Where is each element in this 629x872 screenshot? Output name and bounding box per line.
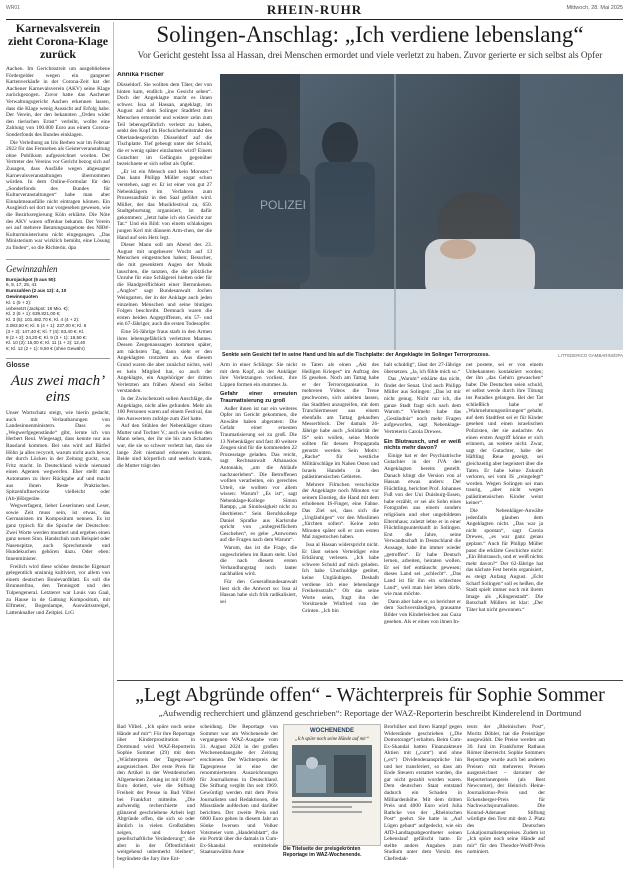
sidebar-paragraph: Aachen. Im Gerichtsstreit um ausgebliebene Fördergelder wegen ein gangener Kartenverkäufe in der Corona-Zeit hat der Aachener Karnevalsverein (AKV) seine Klage zurückgezogen. Zuvor hatte das Aachener Verwaltungsgericht Aachen erkennen lassen, dass die Klage wenig Aussicht auf Erfolg habe. Der Verein, der den bekannten „Orden wider den tierischen Ernst“ verleiht, wollte eine Zahlung von 100.000 Euro aus einem Corona-Sonderfonds des Bundes einklagen. [6, 66, 110, 138]
story-paragraph: Düsseldorf. Sie wollten dem Täter, der von hinten kam, endlich „ins Gesicht sehen“. Doch der Angeklagte macht es ihnen schwer. Issa al Hassan, angeklagt, im August auf dem Solinger Stadtfest drei Menschen ermordet und weitere zehn zum Teil lebensgefährlich verletzt zu haben, senkt den Kopf im Hochsicherheitstrakt des Oberlandesgerichts Düsseldorf auf die Tischplatte. Tief gebeugt unter der Schuld, die er wenig später einräumen wird? Einem Gutachter im Gefängnis gegenüber bezeichnete er sich selbst als Opfer. [117, 82, 212, 168]
story-paragraph: „Er ist ein Mensch und kein Monster.“ Das kann Philipp Müller sogar schon verstehen, sagt er. Er ist einer von gut 27 Nebenklägern im Verfahren zum Prozessauftakt in den Saal geführt wird. Müller, der das Musikfestival zu, 650. Stadtgeburtstag organisiert, ist dafür gekommen: „Jetzt habe ich ein Gesicht zur Tat.“ Und ein Bild: von einem schlaksigen jungen Kerl mit dünnem Arm-chen, der die Hand auf sein Herz legt. [117, 168, 212, 241]
lotto-line: Kl. 2 (5 + 1): 639.821,00 €; [6, 311, 61, 317]
photo-caption: Senkte sein Gesicht tief in seine Hand und bis auf die Tischplatte: der Angeklagte im Solinger Terrorprozess. [222, 352, 490, 358]
lotto-line: Kl. 10 (3): 15,00 €; Kl. 11 (1 + 2): 12,40 [6, 340, 86, 346]
section-title: RHEIN-RUHR [266, 2, 363, 17]
story-paragraph: Arm in einer Schlinge: Sie nickt mit dem Kopf, als der Ankläger ihre Verletzungen vorliest, ihre Lippen formen ein stummes Ja. [220, 362, 297, 388]
main-col-3 [302, 362, 379, 675]
second-paragraph: scheidung. Die Reportage von Sommer war am Wochenende der vergangenen WAZ-Ausgabe vom 31. August 2024 in der großen Wochenendausgabe der Zeitung erschienen. Der Wächterpreis der Tagespresse ist eine der renommiertesten Auszeichnungen für Journalismus in Deutschland. Die Stiftung vergibt ihn seit 1969. Gewürdigt werden mit dem Preis Journalisten und Redaktionen, die Missstände aufdecken und darüber berichten. Der zweite Preis und 6000 Euro gehen in diesem Jahr an Sönke Iwersen und Volker Votsmeier vom „Handelsblatt“, die ein Porträt über die damals in Cum-Ex-Skandal ermittelnde Staatsanwältin Anne [200, 724, 278, 856]
second-subhead: „Aufwendig recherchiert und glänzend geschrieben“: Reportage der WAZ-Reporterin beschreibt Kinderelend in Dortmund [158, 708, 582, 718]
courtroom-photo-graphic [220, 74, 623, 350]
lotto-line: unbesetzt (Jackpot: 18 Mio. €); [6, 305, 69, 311]
masthead-rule [6, 19, 623, 20]
glosse-label: Glosse [6, 361, 30, 369]
lotto-line: 3.083,50 €; Kl. 5 (4 + 1): 237,00 €; Kl. 6 [6, 323, 87, 328]
glosse-paragraph: Unser Wortschatz steigt, wie hierin gedacht, auch mit Verlautbarungen von Landesinnenministern. Dass es „Wegwerfgegenstände“ gibt, lernte ich von Herbert Reul. Wiegesagt, dass kennte nur aus Rassland kommen. Bei uns wird auf Bärfed Höhn ja alles recycelt, warum nicht auch bevor, der durch Lücken in der Zeitung guckt, was Fritz macht. In Deutschland würde niemand einen Agenten wegwerfen. Eher stellt man Automaten zu ihrer Rückgabe auf und macht aus ihnen Reste Praktisches. Spitzenluftnerwicke vielleicht oder (Ab-)Hörgeräte. [6, 409, 110, 502]
second-paragraph: Brorhilker und ihren Kampf gegen Widerstände geschrieben („Die Domotorage“) erhalten. Beim Cum-Ex-Skandal hatten Finanzakteure Aktien mit („cum“) und ohne („ex“) Dividendenansprüche hin und her transferiert, so dass am Ende Steuern erstattet wurden, die gar nicht gezahlt worden waren. Dem deutschen Staat entstand dadurch ein Schaden in Milliardenhöhe. Mit dem dritten Preis und 4000 Euro wird Julia Rathcke von der „Rheinischen Post“ geehrt. Sie hatte in „Auf Lügen gebaut“ aufgedeckt, wie ein AfD-Landtagsabgeordneter seinen Lebenslauf gefälscht hatte. Er stellte anders Angaben zum Studium unter dem Vorsitz des Chefredak- [384, 724, 462, 862]
clipping-header: WOCHENENDE [309, 728, 354, 734]
lotto-line: 8 (2 + 2): 24,20 €; Kl. 9 (3 + 1): 18,50 €; [6, 334, 87, 340]
story-paragraph: te Taten als einen „Akt des Heiligen Krieges“ im Auftrag des IS gesehen. Noch am Tattag habe er der Terrororganisation in mehreren Videos die Treue geschworen, sich anleiten lassen, das Stadtfest anzugreifen, mit dem Tranchiermesser aus einem ebenfalls am Tattag gekauften Messerblock. Der damals 26-Jährige habe auch „Solidarität der IS“ sein wollen, seine Morde sollten für dessen Propaganda genutzt werden. Sein Motiv: „Rache“ für westliche Militärschläge im Nahen Osten und Israels Handeln in den palästinensischen Gebieten. [302, 362, 379, 481]
sidebar-divider [113, 22, 114, 868]
story-subheading: Ein Blutrausch, und er weiß nichts mehr davon? [384, 438, 461, 452]
lotto-line: Eurozahlen (2 aus 12): 4, 10 [6, 288, 67, 294]
second-col-2 [200, 724, 278, 868]
story-paragraph: Das „Warum“ erklärte das nicht, findet der Senat. Und auch Philipp Müller aus Solingen: „Das ist mir nicht genug. Nicht nur ich, die ganze Stadt fragt sich nach dem Warum.“ Vielmehr habe das „Geständnis“ noch mehr Fragen aufgeworfen, sagt Nebenklage-Vertreterin Carola Drewes. [384, 376, 461, 435]
byline: Annika Fischer [117, 72, 164, 78]
reportage-clipping [283, 724, 381, 846]
lotto-line: (3 + 2): 147,40 €; Kl. 7 (4): 83,40 €; Kl. [6, 328, 85, 334]
sidebar-rule [6, 358, 110, 359]
clipping-caption: Die Titelseite der preisgekrönten Reportage im WAZ-Wochenende. [283, 846, 362, 858]
lotto-title: Gewinnzahlen [6, 263, 58, 274]
page-label: WR01 [6, 5, 20, 11]
story-paragraph: In der Zwischenzeit sollen Anschläge, die Angeklagte, nicht alles gefunden. Mehr als 100 Personen waren auf einem Festival, das den Auswertern zufolge zum Ziel hatte. [117, 395, 212, 422]
story-paragraph: halt schuldig“, lässt der 27-Jährige übersetzen. „Ja, ich fühle mich so.“ [384, 362, 461, 375]
story-paragraph: Dieser Mann soll am Abend des 23. August mit ungeheurer Wucht auf 13 Menschen eingestochen haben; Besucher, die mit gesenktem Augen der Musik lauschten, die tanzten, die die plötzliche Unruhe für eine Schlägerei hielten oder für die Handgreiflichkeit einer Betrunkenen. „Anglos“ sagt Bundesanwalt Jochen Weingarten, der in der Anklage auch jeden einzelnen Menschen und seine blutigen Folgen beschreibt. Demnach waren die ersten beiden Angegriffenen, ein 57- und ein 67-Jähriger, auch die ersten Todesopfer. [117, 242, 212, 328]
sidebar [6, 22, 110, 868]
lotto-line: Gewinnquoten [6, 294, 38, 300]
second-headline: „Legt Abgründe offen“ - Wächterpreis für Sophie Sommer [135, 684, 605, 706]
story-paragraph: Auf den Stühlen der Nebenkläger sitzen Mutter und Tochter V.; auch sie wollen den Mann sehen, der ihr sie bis zum Schatten war, die sie so schwer verletzt hat, dass sie lange Zeit niemand erkennen konnten. Beide sind körperlich und seelisch krank, die Mutter trägt den [117, 423, 212, 469]
story-paragraph: Für den Generalbundesanwalt liest sich die Antwort so: Issa al Hassan habe sich früh radikalisiert, sei [220, 579, 297, 605]
main-col-1b [117, 82, 212, 670]
issue-date: Mittwoch, 28. Mai 2025 [566, 5, 623, 11]
main-headline: Solingen-Anschlag: „Ich verdiene lebenslang“ [156, 22, 584, 47]
story-paragraph: Die Nebenkläger-Anwälte jedenfalls glauben dem Angeklagten nicht. „Das war ja nicht spontan“, sagt Carola Drewes, „es war ganz genau geplant.“ Auch für Philipp Müller passt die erklärte Geschichte nicht: „Ein Blutrausch, und er weiß nichts mehr davon?“ Der 62-Jährige hat das nächste Fest bereits organisiert, es steigt Anfang August. „Echt Scharf Solingen“ soll es heißen, die Stadt spielt immer noch mit ihrem Image als „Klingenstadt“. Die Botschaft Müllers ist klar: „Der Täter hat nicht gewonnen.“ [466, 508, 543, 613]
story-paragraph: Außer ihnen ist nur ein weiteres Opfer im Gericht gekommen, die Anwälte haben abgeraten: Die Gefahr einer erneuten Traumatisierung sei zu groß. Die 13 Nebenkläger und fast 40 weitere Zeugen sind für die kommenden 22 Prozesstage geladen. Das reicht, sagt Rechtsanwalt Athanasios Antonakis, „um die Abläufe nachzuerleben“. Die Betroffenen wollten verarbeiten, ein gerechtes Urteil, sie wollten vor allem wissen: Warum? „Es ist“, sagt Nebenklage-Kollege Simon Rampp, „an Sinnlosigkeit nicht zu überbieten.“ Sein Berufskollege Daniel Sprafke aus Karlsruhe spricht von „unbegreiflichem Geschehen“, es gebe „Antworten auf die Fragen nach dem Warum“. [220, 405, 297, 544]
story-subheading: Gefahr einer erneuten Traumatisierung zu groß [220, 391, 297, 404]
clipping-title: „Ich spüre noch seine Hände auf mir“ [295, 737, 369, 742]
defendant-photo [220, 74, 623, 350]
second-col-1 [117, 724, 195, 868]
photo-credit: LITTEDERICO GAMBARINI/DPA [558, 353, 623, 358]
glosse-body [6, 410, 110, 617]
sidebar-paragraph: Die Verleihung an Iris Berben war im Februar 2022 für das Fernsehen als Geisterveranstaltung ohne Publikum aufgezeichnet worden. Der Vertreter des Vereins vor Gericht bezog sich auf Zusagen, dass Ausfälle wegen abgesagter Karnevalsveranstaltungen übernommen würden. In dem Online-Formular für den „Sonderfonds des Bundes für Kulturveranstaltungen“ habe man aber Einnahmeausfälle nicht eintragen können. Ein Ausgleich sei dort nur vorgesehen gewesen, wie die Bezirksregierung Köln erklärte. Die Nöte des AKV waren offenbar bekannt. Der Verein sei auf mehrere Beratungsangebote des NRW-Kulturministeriums nicht eingegangen. „Das Ministerium war wirklich bemüht, eine Lösung zu finden“, so die Richterin. dpa [6, 139, 110, 252]
lotto-line: 6, 9, 17, 25, 41 [6, 282, 37, 288]
lotto-line: €; Kl. 12 (2 + 1): 9,50 € (ohne Gewähr) [6, 346, 85, 352]
story-paragraph: Mehrere Filmchen verschickte der Angeklagte noch Minuten vor seinem Einstieg, die Hand mit dem erhobenen IS-Finger, eine Fahne. Das Ziel sei, dass sich die „Ungläubigen“ vor den Muslimen „fürchten sollen“. Keine zehn Minuten später soll er zum ersten Mal zugestochen haben. [302, 481, 379, 541]
second-paragraph: teurs der „Rheinischen Post“, Moritz Döbler, hat die Preisträger ausgewählt. Die Preise werden am 30. Juni im Frankfurter Rathaus Römer überreicht. Sophie Sommers Reportage wurde auch bei anderen Preisen mit mehreren Preisen ausgezeichnet – darunter der Reporterinnenpreis (als Best Newcomer), der Heinrich Heine-Journalismus-Preis und der Eckensberger-Preis für Nachwuchsjournalisten. Die Konrad-Adenauer Stiftung würdigte den Text mit dem 2. Platz des Deutschen Lokaljournalistenpreises. Zudem ist „Ich spüre noch seine Hände auf mir“ für den Theodor-Wolff-Preis nominiert. [467, 724, 545, 856]
lotto-line: Kl. 3 (5): 101.482,70 €, Kl. 4 (4 + 2): [6, 317, 80, 323]
lotto-line: Kl. 1 (5 + 2): [6, 299, 32, 305]
lotto-line: Eurojackpot (5 aus 50): [6, 276, 57, 282]
story-paragraph: Eine 56-Jährige fraus starb in den Armen ihres lebensgefährlich verletzten Mannes. Dessen Zeugenaussagen kommen später, am nächsten Tag, dann sieht er den Angeklagten trotzdem an. Aus diesem Grund waren die aber zunächst nichts, weil es kein Mitglied hat, so auch der Angeklagte, ein Angehöriger der dritten Verletzten am frühen Abend ein Selbst verstanden. [117, 328, 212, 395]
sidebar-rule [6, 259, 110, 260]
glosse-paragraph: Wegwerfagent, lieber Leserinnen und Leser, sowie Zeit muss sein, ist etwas, das Germanisten im Kompositum nennen. Es ist ganz typisch für die Sprache der Deutschen: Zwei Worte werden montiert und ergeben einen ganz neuen Sinn. Handschuh zum Beispiel oder Nasenspitze, auch Sprechstunde und Hundekuchen gehören dazu. Oder eben: Innenminister. [6, 503, 110, 563]
sidebar-headline: Karnevalsverein zieht Corona-Klage zurück [7, 21, 109, 61]
second-col-3 [384, 724, 462, 868]
main-col-6-spacer [548, 362, 623, 675]
story-paragraph: Einige hat er der Psychiatrische Gutachter in der JVA den Angeklagten bereits gestellt. Danach klingt die Version von al Hassan etwas anders: Der Flüchtling, berichtet Prof. Johannes Fuß von der Uni Duisburg-Essen, habe erzählt, er sei als Sohn eines Fotografen aus einem sonders religiösen und eher ungebildeten Elternhaus; zuletzt lebte er in einer Flüchtlingsunterkunft in Solingen. Erst die Jahre, seine Verwandtschaft in Deutschland die Aussage, habe ihn immer wieder „getroffen“. Er habe Deutsch lernen, arbeiten, heiraten wollen. Er sei tief enttäuscht gewesen; dieses Land sei „schlecht“. „Das Land ist für ihn ein schlechtes Land“, weil man hier leben dürfe, wie man möchte. [384, 452, 461, 598]
story-paragraph: Warum, das ist die Frage, die ungeschrieben im Raum steht. Und die nach diesem ersten Verhandlungstag noch lauter nachhallen wird. [220, 545, 297, 578]
story-paragraph: Issa al Hassan widerspricht nicht. Er lässt seinen Verteidiger eine Erklärung verlesen. „Ich habe schwere Schuld auf mich geladen. Ich habe Unschuldige getötet, keine Ungläubigen. Deshalb verdiene ich eine lebenslange Freiheitsstrafe.“ Ob das seine Worte seien, fragt ihn der Vorsitzende Winfried van der Grinten. „Ich bin [302, 542, 379, 614]
main-col-5 [466, 362, 543, 675]
glosse-paragraph: Freilich wird diese schöne deutsche Eigenart gelegentlich unsinnig kultiviert, vor allem von einem deutschen Boulevardblatt. Es soll die Brunnenfrau, den Tennisgott und den Tulpengeneral. Letzterer war Louis van Gaal, zu Hause in de Gattung Kompositum, mit Elfmeter, Bogenlampe, Auswärtsstreigel, Lattenknaller und Zeitplei. LrG [6, 563, 110, 616]
main-col-2 [220, 362, 297, 675]
clipping-illustration [284, 745, 380, 815]
sidebar-story-body [6, 66, 110, 253]
svg-text:POLIZEI: POLIZEI [260, 198, 307, 212]
second-paragraph: Bad Vilbel. „Ich spüre noch seine Hände auf mir“: Für ihre Reportage über Kinderprostitution in Dortmund wird WAZ-Reporterin Sophie Sommer (29) mit dem „Wächterpreis der Tagespresse“ ausgezeichnet. Der erste Preis für den Artikel in der Westdeutschen Allgemeinen Zeitung ist mit 10.000 Euro dotiert, wie die Stiftung Freiheit der Presse in Bad Vilbel bei Frankfurt mitteilte. „Die aufwendig recherchierte und glänzend geschriebene Arbeit legt Abgründe offen, die sich so oder ähnlich in vielen Großstädten zeigen, und fordert gesellschaftliche Veränderung“, die aber in der Öffentlichkeit weitgehend unbemerkt bleiben“, begründete die Jury ihre Ent- [117, 724, 195, 862]
main-subhead: Vor Gericht gesteht Issa al Hassan, drei Menschen ermordet und viele verletzt zu haben. Zuvor gerierte er sich selbst als Opfer [137, 50, 603, 60]
lotto-results [6, 277, 110, 352]
story-separator [117, 680, 623, 681]
main-col-4 [384, 362, 461, 675]
second-col-4 [467, 724, 545, 868]
glosse-headline: Aus zwei mach’ eins [10, 372, 106, 405]
story-paragraph: Dann aber habe er, so berichtet er dem Sachverständigen, grausame Bilder von Kinderleichen aus Gaza gesehen. Als er eines von ihnen In- [384, 598, 461, 625]
story-paragraph: net postete, sei er von einem Unbekannten kontaktiert worden; der ihn „das Gehirn gewaschen“ habe: Die Deutschen seien schuld, er selbst werde durch ihre Tötung ins Paradies gelangen. Bei der Tat schließlich habe er „Wahrnehmungsstörungen“ gehabt, auf dem Stadtfest sei er für Kinder gesehen und einen israelischen Polizisten, der sie auslachte. An einen ersten Angriff könne er sich erinnern, an weitere nicht. Zwar, sagt der Gutachter, habe der Häftling Reue gezeigt, sei gleichzeitig aber begeistert über die Taten. Er habe keine Zukunft verloren, sei vom IS „reingelegt“ worden. Wegen Solingen sei man traurig, „aber nicht wegen palästinensischen Kinder weint keiner“. [466, 362, 543, 507]
